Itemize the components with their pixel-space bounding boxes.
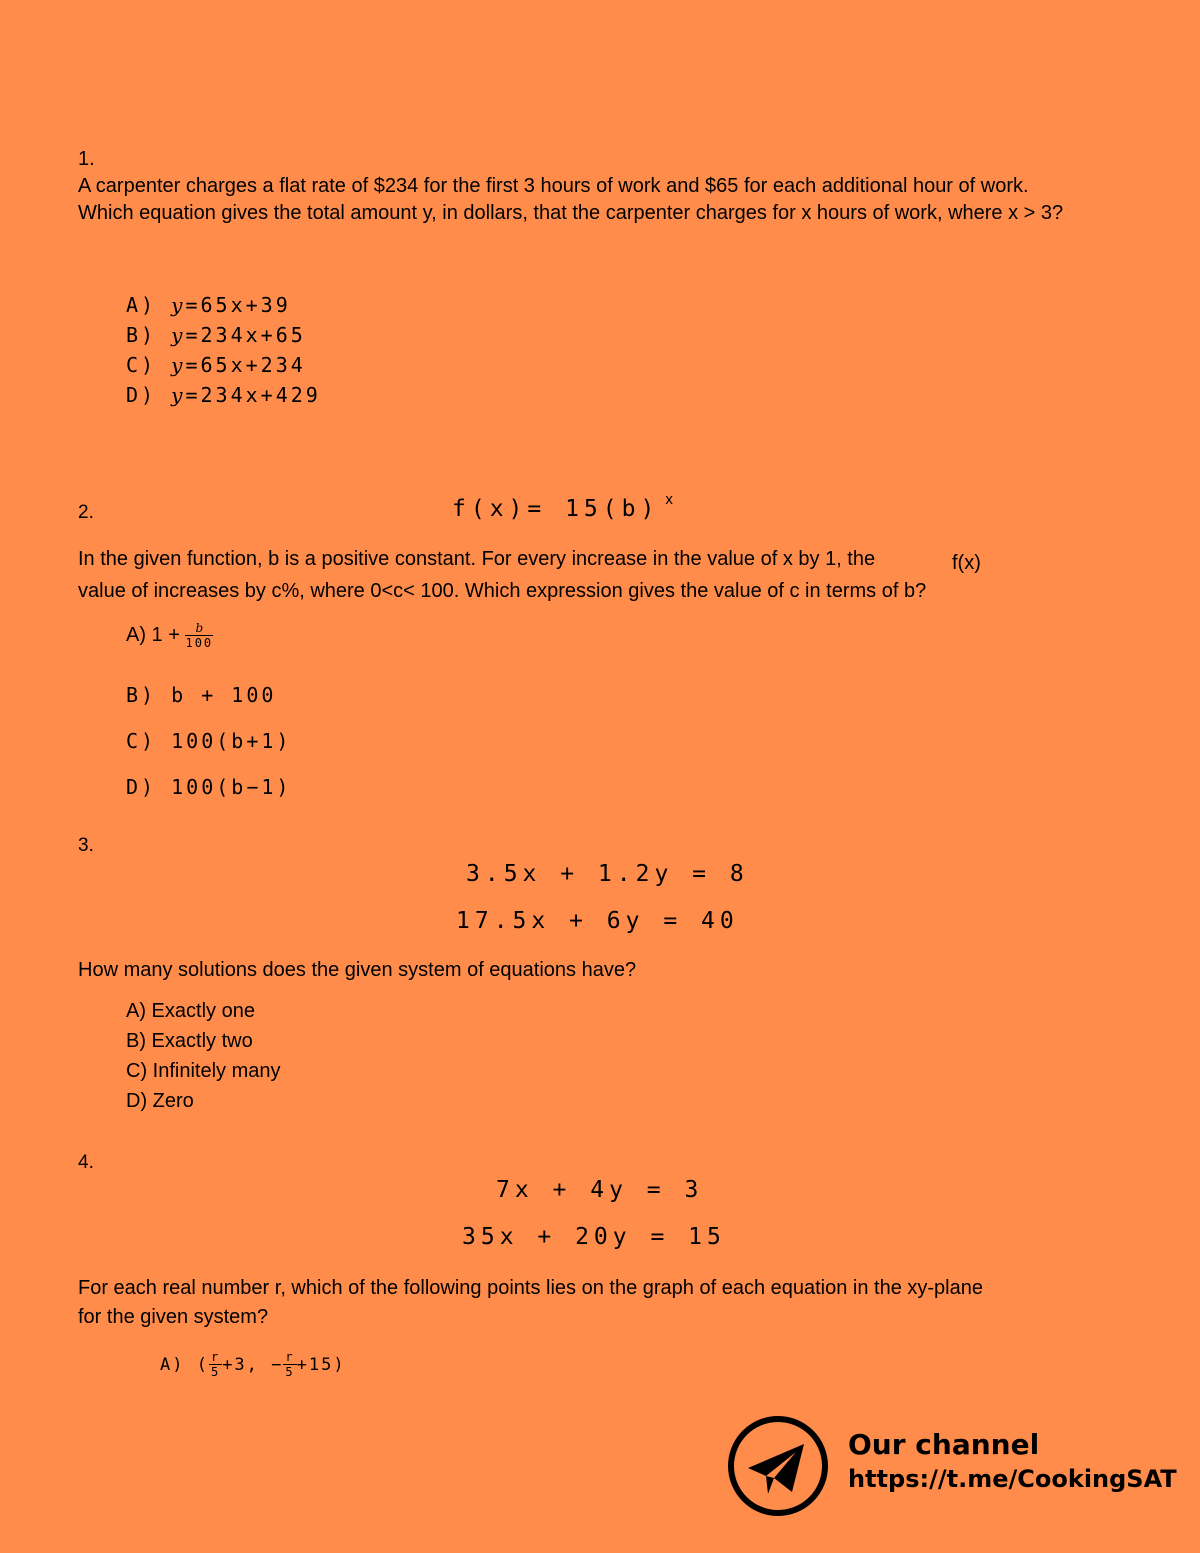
q2-option-d: D) 100(b−1): [126, 775, 292, 799]
q4-equation-1: 7x + 4y = 3: [496, 1177, 704, 1203]
q1-option-d: D) y=234x+429: [126, 383, 321, 407]
q1-option-c: C) y=65x+234: [126, 353, 306, 377]
q2-text-line2: value of increases by c%, where 0<c< 100. Which expression gives the value of c in terms of b?: [78, 580, 927, 602]
q2-exponent: x: [665, 490, 673, 508]
q2-number: 2.: [78, 502, 94, 523]
q3-question: How many solutions does the given system of equations have?: [78, 959, 637, 981]
q4-question-line2: for the given system?: [78, 1306, 269, 1328]
q2-option-c: C) 100(b+1): [126, 729, 292, 753]
q2-option-a: A) 1 + $\frac{b}{100}$: [126, 620, 214, 650]
q1-number: 1.: [78, 148, 95, 170]
q4-option-a-fraction-2: $\frac{r}{5}$: [285, 1350, 295, 1379]
q1-text: A carpenter charges a flat rate of $234 for the first 3 hours of work and $65 for each additional hour of work. Which equation gives the total amount y, in dollars, that the carpenter charges for x hours of work, where x > 3?: [78, 175, 1064, 224]
channel-title: Our channel: [848, 1428, 1040, 1461]
q2-option-a-fraction: $\frac{b}{100}$: [185, 620, 214, 650]
q3-equation-1: 3.5x + 1.2y = 8: [466, 861, 749, 887]
q2-equation-text: f(x)= 15(b): [452, 496, 660, 522]
q1-option-b: B) y=234x+65: [126, 323, 306, 347]
q2-text-line1: In the given function, b is a positive constant. For every increase in the value of x by 1, the: [78, 548, 876, 570]
q3-number: 3.: [78, 835, 94, 856]
q4-equation-2: 35x + 20y = 15: [462, 1224, 726, 1250]
q1-option-a: A) y=65x+39: [126, 293, 291, 317]
q3-option-d: D) Zero: [126, 1090, 194, 1112]
q2-equation: [452, 490, 673, 522]
q3-options: [126, 996, 281, 1116]
q1-options: [126, 290, 321, 410]
q3-option-b: B) Exactly two: [126, 1030, 253, 1052]
channel-link[interactable]: https://t.me/CookingSAT: [848, 1465, 1177, 1493]
q3-option-a: A) Exactly one: [126, 1000, 255, 1022]
q4-option-a-fraction-1: $\frac{r}{5}$: [210, 1350, 221, 1379]
q4-option-a: A) ( $\frac{r}{5}$ +3, − $\frac{r}{5}$ +15): [160, 1350, 346, 1379]
q2-fx-label: f(x): [952, 552, 981, 574]
q3-option-c: C) Infinitely many: [126, 1060, 281, 1082]
telegram-icon[interactable]: [726, 1414, 830, 1518]
q3-equation-2: 17.5x + 6y = 40: [456, 908, 739, 934]
q2-option-b: B) b + 100: [126, 683, 277, 707]
q4-number: 4.: [78, 1152, 94, 1173]
q4-question-line1: For each real number r, which of the following points lies on the graph of each equation in the xy-plane: [78, 1277, 983, 1299]
